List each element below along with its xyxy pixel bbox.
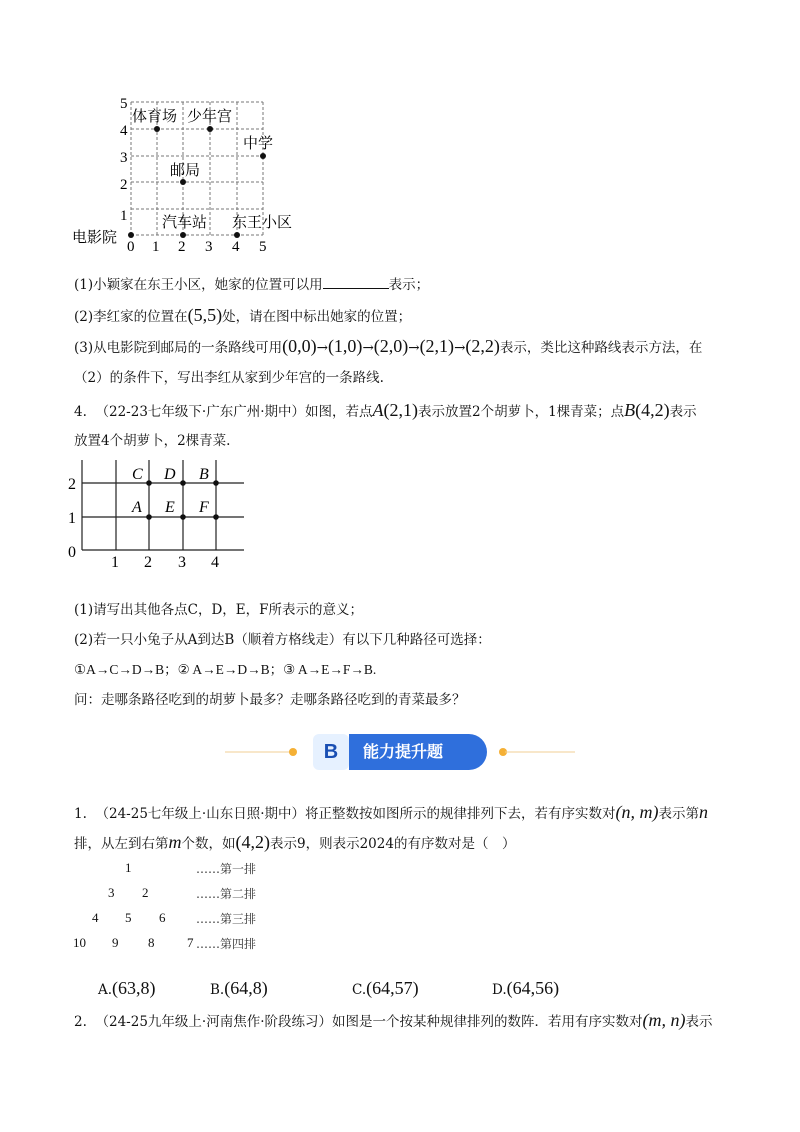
q3-line-2-text: (2)李红家的位置在 [74, 309, 188, 325]
fig1-label-youju: 邮局 [170, 161, 201, 179]
fig1-point-shaoniangong [207, 126, 213, 132]
p1-var-m: m [168, 832, 182, 852]
p1-line-2 [74, 832, 515, 854]
fig1-ytick-5: 5 [120, 96, 128, 112]
p1-number: 1. [74, 806, 87, 822]
p1-var-n: n [698, 802, 708, 822]
figure-2-grid [60, 458, 250, 570]
fig2-xtick-1: 1 [111, 554, 119, 570]
fig2-label-b: B [199, 466, 209, 483]
row2-num-2: 2 [142, 885, 149, 900]
fig1-xtick-5: 5 [259, 239, 267, 252]
fig1-label-zhongxue: 中学 [243, 134, 274, 152]
route-step-3: (2,1) [419, 336, 455, 356]
q4-point-b: B [624, 400, 636, 420]
route-step-4: (2,2) [465, 336, 500, 356]
option-b[interactable] [210, 978, 268, 1000]
fig2-point-d [180, 480, 186, 486]
row-label-1: ……第一排 [196, 862, 257, 876]
fig2-point-e [180, 514, 186, 520]
fig2-label-a: A [132, 499, 142, 516]
fig2-xtick-4: 4 [211, 554, 219, 570]
option-d[interactable] [492, 978, 559, 1000]
option-b-value: (64,8) [224, 978, 268, 998]
fig2-xtick-2: 2 [144, 554, 152, 570]
option-a[interactable] [98, 978, 156, 1000]
section-badge: B [313, 734, 349, 770]
p2-pair: (m, n) [642, 1010, 686, 1030]
q4-line-2: 放置4个胡萝卜，2棵青菜. [74, 433, 231, 449]
q3-lihong-coord: (5,5) [187, 305, 223, 325]
p2-number: 2. [74, 1014, 87, 1030]
fig2-point-b [213, 480, 219, 486]
fig2-ytick-1: 1 [68, 510, 76, 527]
fig1-ytick-4: 4 [120, 123, 128, 139]
option-d-key: D. [492, 982, 507, 998]
q4-sub-2: (2)若一只小兔子从A到达B（顺着方格线走）有以下几种路径可选择： [74, 632, 491, 648]
q3-line-4: （2）的条件下，写出李红从家到少年宫的一条路线. [74, 370, 384, 386]
p1-text-3: 排，从左到右第 [74, 836, 169, 852]
row-label-2: ……第二排 [196, 887, 257, 901]
fig2-point-c [146, 480, 152, 486]
fig2-point-a [146, 514, 152, 520]
row4-num-4: 7 [187, 935, 194, 950]
row-label-4: ……第四排 [196, 937, 257, 951]
q4-point-a-coord: (2,1) [383, 400, 418, 420]
q4-number: 4. [74, 404, 87, 420]
route-arrow: → [362, 340, 374, 356]
route-arrow: → [316, 340, 328, 356]
fig1-point-dongwang [234, 232, 240, 238]
p2-text-1: （24-25九年级上·河南焦作·阶段练习）如图是一个按某种规律排列的数阵．若用有序实数对 [95, 1014, 643, 1030]
fig1-xtick-1: 1 [152, 239, 160, 252]
row3-num-3: 6 [159, 910, 166, 925]
fig2-ytick-0: 0 [68, 544, 76, 561]
fig2-label-e: E [165, 499, 175, 516]
p1-example: (4,2) [235, 832, 270, 852]
route-step-0: (0,0) [282, 336, 317, 356]
fig1-xtick-2: 2 [178, 239, 186, 252]
figure-1-grid [70, 92, 310, 252]
p2-text-2: 表示 [685, 1014, 713, 1030]
fig1-ytick-3: 3 [120, 150, 128, 166]
q3-line-3-text: (3)从电影院到邮局的一条路线可用 [74, 340, 283, 356]
fig1-point-tiyuchang [154, 126, 160, 132]
fig2-label-d: D [164, 466, 176, 483]
fig1-point-dianyingyuan [128, 232, 134, 238]
p1-text-2: 表示第 [658, 806, 699, 822]
option-a-value: (63,8) [112, 978, 156, 998]
q3-line-1-end: 表示； [388, 277, 430, 293]
p1-text-4: 个数，如 [181, 836, 236, 852]
option-c[interactable] [352, 978, 419, 1000]
fig1-xtick-4: 4 [232, 239, 240, 252]
q3-line-2-end: 处，请在图中标出她家的位置； [222, 309, 412, 325]
p1-text-5: 表示9，则表示2024的有序数对是（ ） [270, 836, 516, 852]
q3-line-1-text: (1)小颖家在东王小区，她家的位置可以用 [74, 277, 323, 293]
fig2-ytick-2: 2 [68, 476, 76, 493]
p1-pair: (n, m) [615, 802, 659, 822]
q3-line-3 [74, 336, 702, 358]
row4-num-2: 9 [112, 935, 119, 950]
p1-text-1: （24-25七年级上·山东日照·期中）将正整数按如图所示的规律排列下去，若有序实数对 [95, 806, 616, 822]
q4-line-1 [74, 400, 697, 422]
fig1-label-qichezhan: 汽车站 [162, 213, 208, 231]
row2-num-1: 3 [108, 885, 115, 900]
option-b-key: B. [210, 982, 225, 998]
row4-num-1: 10 [73, 935, 86, 950]
row4-num-3: 8 [148, 935, 155, 950]
q4-point-b-coord: (4,2) [635, 400, 670, 420]
fig1-ytick-1: 1 [120, 208, 128, 224]
q3-line-3-end: 表示，类比这种路线表示方法，在 [499, 340, 703, 356]
fig1-point-youju [180, 179, 186, 185]
q4-paths: ①A→C→D→B；② A→E→D→B；③ A→E→F→B. [74, 662, 377, 677]
fig2-label-c: C [132, 466, 143, 483]
fig1-ytick-2: 2 [120, 177, 128, 193]
fig1-label-dongwang: 东王小区 [232, 213, 293, 231]
fig1-xtick-0: 0 [127, 239, 135, 252]
row1-num-1: 1 [125, 860, 132, 875]
q4-question: 问：走哪条路径吃到的胡萝卜最多？走哪条路径吃到的青菜最多？ [74, 692, 466, 708]
answer-blank[interactable] [323, 275, 389, 289]
fig1-point-qichezhan [180, 232, 186, 238]
fig1-point-zhongxue [260, 153, 266, 159]
route-step-1: (1,0) [327, 336, 363, 356]
route-step-2: (2,0) [373, 336, 409, 356]
fig1-label-tiyuchang: 体育场 [132, 107, 178, 125]
row3-num-2: 5 [125, 910, 132, 925]
q4-source: （22-23七年级下·广东广州·期中）如图，若点 [95, 404, 373, 420]
row3-num-1: 4 [92, 910, 99, 925]
q4-end: 表示 [669, 404, 697, 420]
q4-sub-1: (1)请写出其他各点C，D，E，F所表示的意义； [74, 602, 363, 618]
fig2-label-f: F [199, 499, 209, 516]
fig2-xtick-3: 3 [178, 554, 186, 570]
option-c-key: C. [352, 982, 367, 998]
fig1-xtick-3: 3 [205, 239, 213, 252]
route-arrow: → [408, 340, 420, 356]
q3-line-1 [74, 275, 429, 295]
fig1-label-dianyingyuan: 电影院 [72, 228, 118, 246]
option-c-value: (64,57) [366, 978, 419, 998]
q4-point-a: A [372, 400, 384, 420]
section-title: 能力提升题 [349, 734, 487, 770]
option-a-key: A. [98, 982, 113, 998]
q3-line-2 [74, 305, 411, 327]
q4-mid: 表示放置2个胡萝卜，1棵青菜；点 [417, 404, 625, 420]
option-d-value: (64,56) [506, 978, 560, 998]
p2-line-1 [74, 1010, 712, 1032]
row-label-3: ……第三排 [196, 912, 257, 926]
fig2-point-f [213, 514, 219, 520]
fig1-label-shaoniangong: 少年宫 [187, 107, 233, 125]
p1-line-1 [74, 802, 708, 824]
route-arrow: → [454, 340, 466, 356]
